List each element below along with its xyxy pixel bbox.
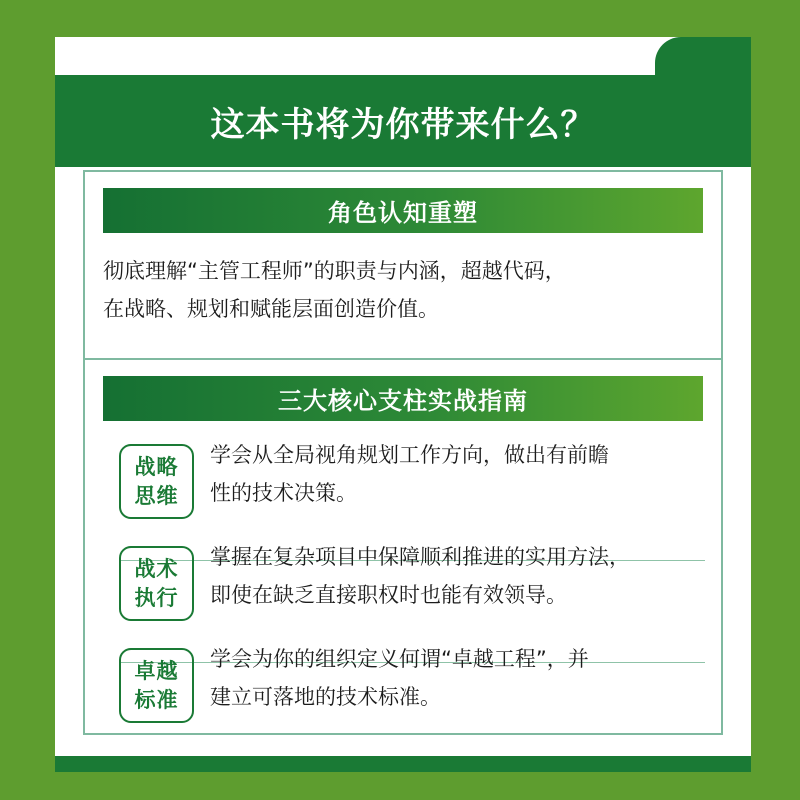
pillar-description [210, 640, 705, 716]
badge-text: 战术 [134, 556, 179, 581]
description-line: 建立可落地的技术标准。 [210, 685, 441, 709]
section-heading: 三大核心支柱实战指南 [103, 376, 703, 421]
page-title: 这本书将为你带来什么？ [55, 75, 751, 167]
card-corner-tab [655, 37, 751, 77]
badge-text: 战略 [134, 454, 179, 479]
pillar-item-excellence [119, 638, 705, 730]
description-line: 性的技术决策。 [210, 481, 357, 505]
badge-text: 标准 [134, 687, 179, 712]
description-line: 学会为你的组织定义何谓“卓越工程”，并 [210, 647, 589, 671]
pillar-item-tactics [119, 536, 705, 628]
pillar-badge [119, 648, 194, 723]
description-line: 即使在缺乏直接职权时也能有效领导。 [210, 583, 567, 607]
description-line: 掌握在复杂项目中保障顺利推进的实用方法， [210, 545, 630, 569]
section-role-cognition [83, 170, 723, 377]
pillar-badge [119, 444, 194, 519]
content-card [55, 37, 751, 772]
pillar-item-strategy [119, 434, 705, 526]
description-line: 彻底理解“主管工程师”的职责与内涵，超越代码， [103, 259, 566, 283]
badge-text: 思维 [134, 483, 179, 508]
section-three-pillars [83, 358, 723, 735]
description-line: 在战略、规划和赋能层面创造价值。 [103, 297, 439, 321]
badge-text: 卓越 [134, 658, 179, 683]
section-description [103, 252, 703, 328]
pillar-badge [119, 546, 194, 621]
badge-text: 执行 [134, 585, 179, 610]
bottom-bar [55, 756, 751, 772]
pillar-description [210, 436, 705, 512]
pillar-description [210, 538, 705, 614]
section-heading: 角色认知重塑 [103, 188, 703, 233]
description-line: 学会从全局视角规划工作方向，做出有前瞻 [210, 443, 609, 467]
